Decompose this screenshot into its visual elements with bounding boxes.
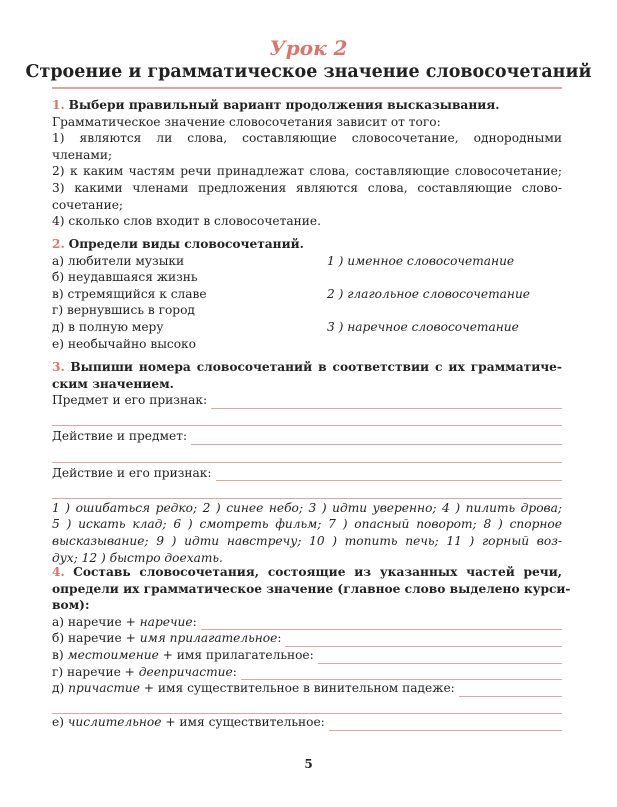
phrase-type: 2 ) глагольное словосочетание bbox=[327, 286, 531, 301]
task-3 bbox=[52, 359, 562, 566]
label-segment: : bbox=[192, 614, 197, 629]
option-line: сочетание; bbox=[52, 197, 124, 212]
label-segment: г) наречие + bbox=[52, 664, 139, 679]
label-segment: наречие bbox=[139, 614, 193, 629]
field-label bbox=[52, 630, 281, 647]
label-segment: имя прилагательное bbox=[139, 631, 278, 646]
label-segment: д) bbox=[52, 681, 69, 696]
match-row bbox=[52, 286, 562, 303]
label-segment: : bbox=[277, 631, 282, 646]
page-title: Строение и грамматическое значение словосочетаний bbox=[25, 62, 592, 82]
field-label bbox=[52, 714, 325, 731]
field-label: Действие и его признак: bbox=[52, 465, 212, 480]
task-4 bbox=[52, 564, 571, 731]
answer-field[interactable] bbox=[52, 465, 562, 482]
label-segment: а) наречие + bbox=[52, 614, 140, 629]
answer-field[interactable] bbox=[52, 392, 562, 409]
answer-line[interactable] bbox=[52, 697, 562, 715]
phrase-list-line: дух; 12 ) быстро доехать. bbox=[52, 550, 223, 565]
label-segment: е) bbox=[52, 715, 68, 730]
option-line: членами; bbox=[52, 147, 113, 162]
task-title: Выбери правильный вариант продолжения высказывания. bbox=[68, 98, 500, 112]
task-title: Составь словосочетания, состоящие из указанных частей речи, bbox=[73, 565, 563, 579]
answer-field[interactable] bbox=[52, 630, 562, 647]
task-title: вом): bbox=[52, 598, 90, 613]
answer-field[interactable] bbox=[52, 664, 562, 681]
task-title: определи их грамматическое значение (главное слово выделено курси- bbox=[52, 581, 571, 596]
phrase-type: 1 ) именное словосочетание bbox=[327, 253, 515, 268]
label-segment: причастие bbox=[68, 681, 140, 696]
option-line: 1) являются ли слова, составляющие словосочетание, однородными bbox=[52, 131, 562, 146]
label-segment: + имя прилагательное: bbox=[158, 647, 314, 662]
page-number: 5 bbox=[304, 757, 313, 771]
title-divider bbox=[52, 87, 562, 89]
task-1 bbox=[52, 97, 562, 230]
task-title: ским значением. bbox=[52, 376, 174, 391]
label-segment: б) наречие + bbox=[52, 631, 140, 646]
field-label: Действие и предмет: bbox=[52, 429, 188, 444]
answer-field[interactable] bbox=[52, 428, 562, 445]
match-row bbox=[52, 253, 562, 270]
phrase: в) стремящийся к славе bbox=[52, 286, 207, 301]
field-label bbox=[52, 680, 455, 697]
label-segment: деепричастие bbox=[138, 664, 233, 679]
label-segment: местоимение bbox=[67, 647, 159, 662]
option-line: 4) сколько слов входит в словосочетание. bbox=[52, 214, 321, 229]
task-title: Выпиши номера словосочетаний в соответствии с их грамматиче- bbox=[70, 360, 562, 374]
task-2 bbox=[52, 236, 562, 352]
phrase: г) вернувшись в город bbox=[52, 303, 195, 318]
phrase: е) необычайно высоко bbox=[52, 336, 197, 351]
answer-field[interactable] bbox=[52, 680, 562, 697]
phrase-list-line: 5 ) искать клад; 6 ) смотреть фильм; 7 ) опасный поворот; 8 ) спорное bbox=[52, 517, 562, 532]
answer-line[interactable] bbox=[52, 481, 562, 499]
phrase: б) неудавшаяся жизнь bbox=[52, 270, 198, 285]
task-number: 4. bbox=[52, 565, 65, 579]
phrase-list-line: 1 ) ошибаться редко; 2 ) синее небо; 3 ) идти уверенно; 4 ) пилить дрова; bbox=[52, 500, 562, 515]
option-line: 3) какими членами предложения являются слова, составляющие слово- bbox=[52, 180, 562, 195]
answer-line[interactable] bbox=[52, 445, 562, 463]
match-row bbox=[52, 302, 562, 319]
task-number: 3. bbox=[52, 360, 65, 374]
field-label bbox=[52, 647, 314, 664]
field-label bbox=[52, 664, 237, 681]
match-row bbox=[52, 269, 562, 286]
task-number: 1. bbox=[52, 98, 65, 112]
label-segment: в) bbox=[52, 647, 68, 662]
label-segment: числительное bbox=[67, 715, 162, 730]
phrase: д) в полную меру bbox=[52, 319, 164, 334]
match-row bbox=[52, 336, 562, 353]
answer-line[interactable] bbox=[52, 409, 562, 427]
answer-field[interactable] bbox=[52, 614, 562, 631]
task-title: Определи виды словосочетаний. bbox=[68, 237, 304, 251]
label-segment: : bbox=[232, 664, 237, 679]
phrase: а) любители музыки bbox=[52, 253, 185, 268]
task-number: 2. bbox=[52, 237, 65, 251]
answer-field[interactable] bbox=[52, 714, 562, 731]
phrase-list-line: высказывание; 9 ) идти навстречу; 10 ) топить печь; 11 ) горный воз- bbox=[52, 533, 562, 548]
lesson-number: Урок 2 bbox=[269, 36, 348, 60]
phrase-type: 3 ) наречное словосочетание bbox=[327, 319, 519, 334]
label-segment: + имя существительное в винительном падеже: bbox=[139, 681, 455, 696]
answer-field[interactable] bbox=[52, 647, 562, 664]
option-line: 2) к каким частям речи принадлежат слова, составляющие словосочетание; bbox=[52, 164, 562, 179]
field-label bbox=[52, 614, 197, 631]
field-label: Предмет и его признак: bbox=[52, 393, 208, 408]
text-line: Грамматическое значение словосочетания зависит от того: bbox=[52, 114, 441, 129]
match-row bbox=[52, 319, 562, 336]
label-segment: + имя существительное: bbox=[161, 715, 325, 730]
